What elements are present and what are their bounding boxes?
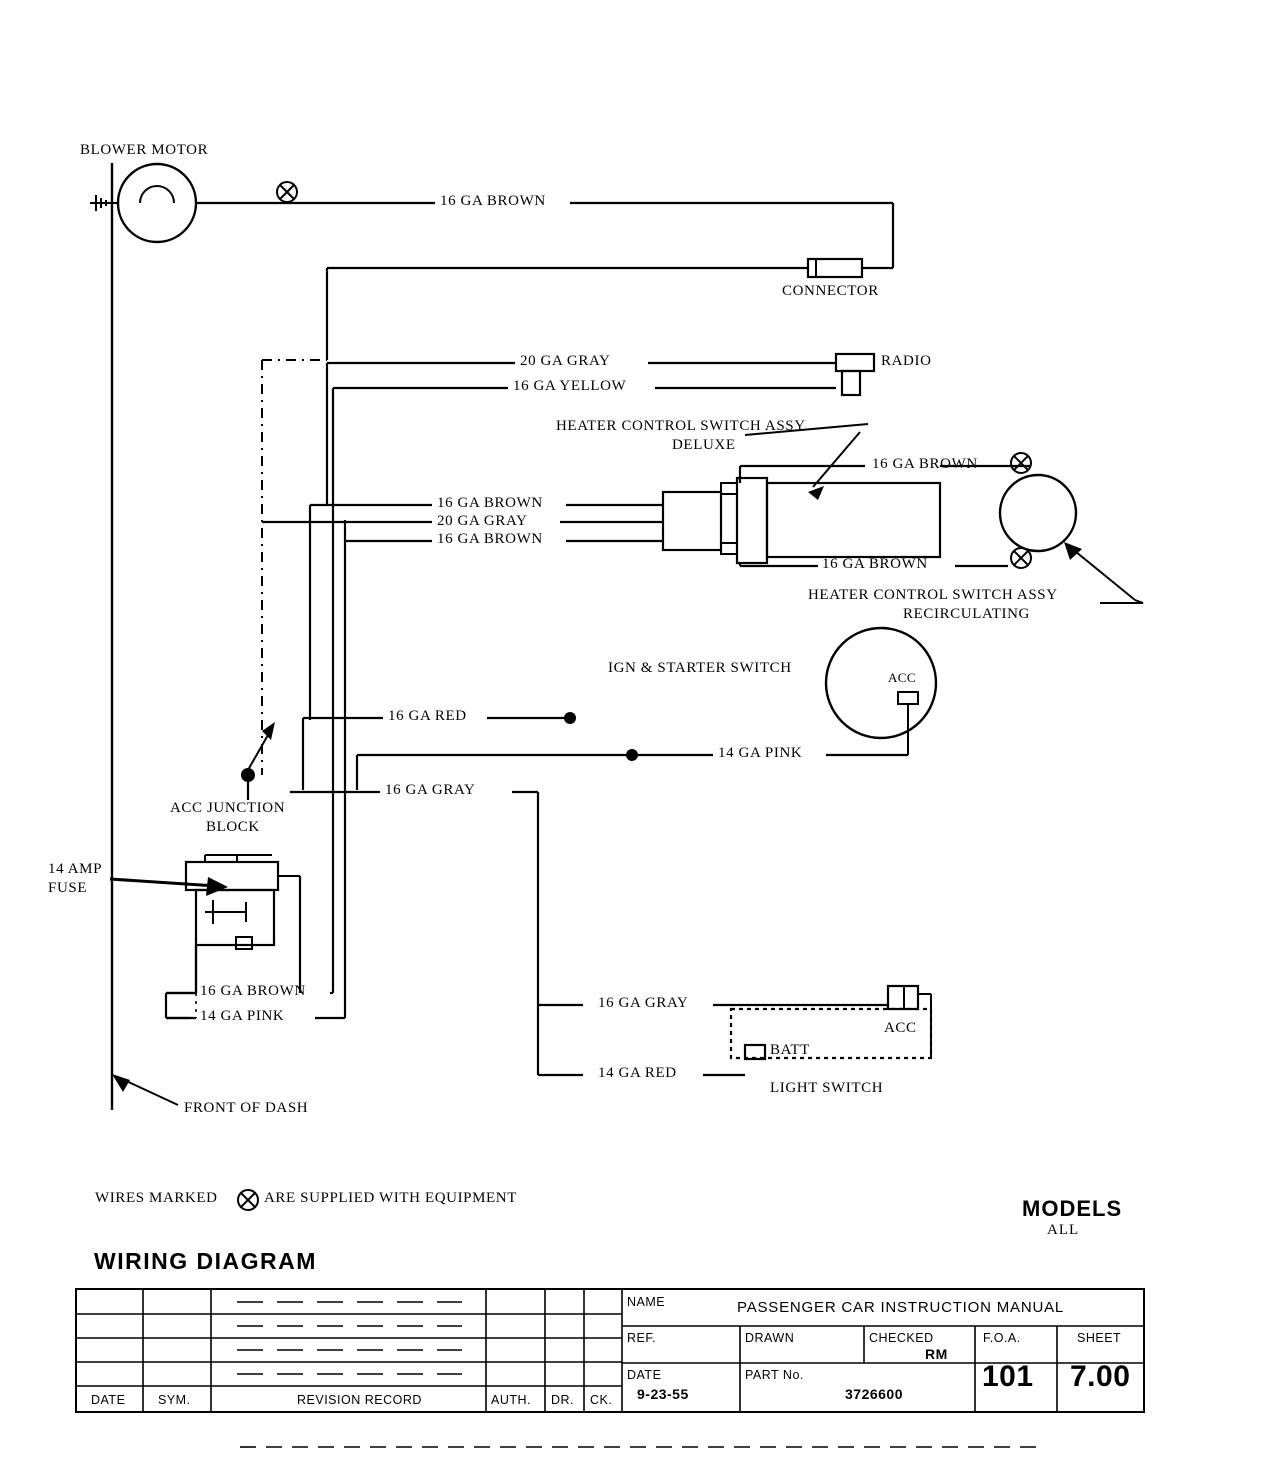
title-block-partno-label: PART No. bbox=[745, 1368, 804, 1382]
title-block-foa-label: F.O.A. bbox=[983, 1331, 1021, 1345]
label-heater-control-switch-recirculating-sub: RECIRCULATING bbox=[903, 606, 1030, 622]
wire-label-14ga-pink-bottom: 14 GA PINK bbox=[200, 1008, 285, 1024]
title-block-ref-label: REF. bbox=[627, 1331, 657, 1345]
label-fuse-amp: 14 AMP bbox=[48, 861, 103, 877]
wire-label-16ga-gray-lightswitch: 16 GA GRAY bbox=[598, 995, 689, 1011]
label-front-of-dash: FRONT OF DASH bbox=[184, 1100, 309, 1116]
models-value: ALL bbox=[1047, 1222, 1080, 1238]
title-block-name-value: PASSENGER CAR INSTRUCTION MANUAL bbox=[737, 1299, 1065, 1316]
wire-label-16ga-brown-recirc-bottom: 16 GA BROWN bbox=[822, 556, 928, 572]
label-light-switch-batt-terminal: BATT bbox=[770, 1042, 810, 1058]
revision-ck-header: CK. bbox=[590, 1393, 613, 1407]
title-block-sheet-value: 7.00 bbox=[1070, 1360, 1131, 1393]
label-ign-starter-switch: IGN & STARTER SWITCH bbox=[608, 660, 792, 676]
wire-label-16ga-yellow-radio: 16 GA YELLOW bbox=[513, 378, 627, 394]
label-radio: RADIO bbox=[881, 353, 932, 369]
label-ign-acc-terminal: ACC bbox=[888, 670, 916, 685]
label-heater-control-switch-deluxe-sub: DELUXE bbox=[672, 437, 736, 453]
title-block bbox=[75, 1288, 1145, 1413]
note-prefix: WIRES MARKED bbox=[95, 1190, 218, 1206]
title-block-drawn-label: DRAWN bbox=[745, 1331, 795, 1345]
label-light-switch-acc-terminal: ACC bbox=[884, 1020, 917, 1036]
revision-record-header: REVISION RECORD bbox=[297, 1393, 422, 1407]
wire-label-16ga-brown-switch-1: 16 GA BROWN bbox=[437, 495, 543, 511]
title-block-sheet-label: SHEET bbox=[1077, 1331, 1122, 1345]
wire-label-14ga-red-lightswitch: 14 GA RED bbox=[598, 1065, 677, 1081]
note-suffix: ARE SUPPLIED WITH EQUIPMENT bbox=[264, 1190, 517, 1206]
label-heater-control-switch-recirculating: HEATER CONTROL SWITCH ASSY bbox=[808, 587, 1058, 603]
title-block-date-label: DATE bbox=[627, 1368, 662, 1382]
page-title: WIRING DIAGRAM bbox=[94, 1248, 317, 1274]
title-block-name-label: NAME bbox=[627, 1295, 666, 1309]
revision-date-header: DATE bbox=[91, 1393, 126, 1407]
title-block-checked-label: CHECKED bbox=[869, 1331, 934, 1345]
label-acc-junction-block: ACC JUNCTION bbox=[170, 800, 286, 816]
revision-auth-header: AUTH. bbox=[491, 1393, 531, 1407]
revision-dr-header: DR. bbox=[551, 1393, 575, 1407]
wire-label-16ga-brown-switch-2: 16 GA BROWN bbox=[437, 531, 543, 547]
label-light-switch: LIGHT SWITCH bbox=[770, 1080, 884, 1096]
models-label: MODELS bbox=[1022, 1196, 1123, 1221]
revision-sym-header: SYM. bbox=[158, 1393, 191, 1407]
wire-label-16ga-red: 16 GA RED bbox=[388, 708, 467, 724]
label-acc-junction-block-sub: BLOCK bbox=[206, 819, 260, 835]
wire-label-14ga-pink: 14 GA PINK bbox=[718, 745, 803, 761]
wire-label-16ga-brown-recirc-top: 16 GA BROWN bbox=[872, 456, 978, 472]
wire-label-16ga-brown-blower: 16 GA BROWN bbox=[440, 193, 546, 209]
title-block-date-value: 9-23-55 bbox=[637, 1386, 689, 1402]
wire-label-16ga-gray-upper: 16 GA GRAY bbox=[385, 782, 476, 798]
label-fuse: FUSE bbox=[48, 880, 88, 896]
label-blower-motor: BLOWER MOTOR bbox=[80, 142, 209, 158]
title-block-partno-value: 3726600 bbox=[845, 1386, 904, 1402]
label-connector: CONNECTOR bbox=[782, 283, 879, 299]
label-heater-control-switch-deluxe: HEATER CONTROL SWITCH ASSY bbox=[556, 418, 806, 434]
wire-label-16ga-brown-bottom: 16 GA BROWN bbox=[200, 983, 306, 999]
wire-label-20ga-gray-radio: 20 GA GRAY bbox=[520, 353, 611, 369]
title-block-foa-value: 101 bbox=[982, 1360, 1034, 1393]
wire-label-20ga-gray-switch: 20 GA GRAY bbox=[437, 513, 528, 529]
title-block-checked-value: RM bbox=[925, 1346, 948, 1362]
